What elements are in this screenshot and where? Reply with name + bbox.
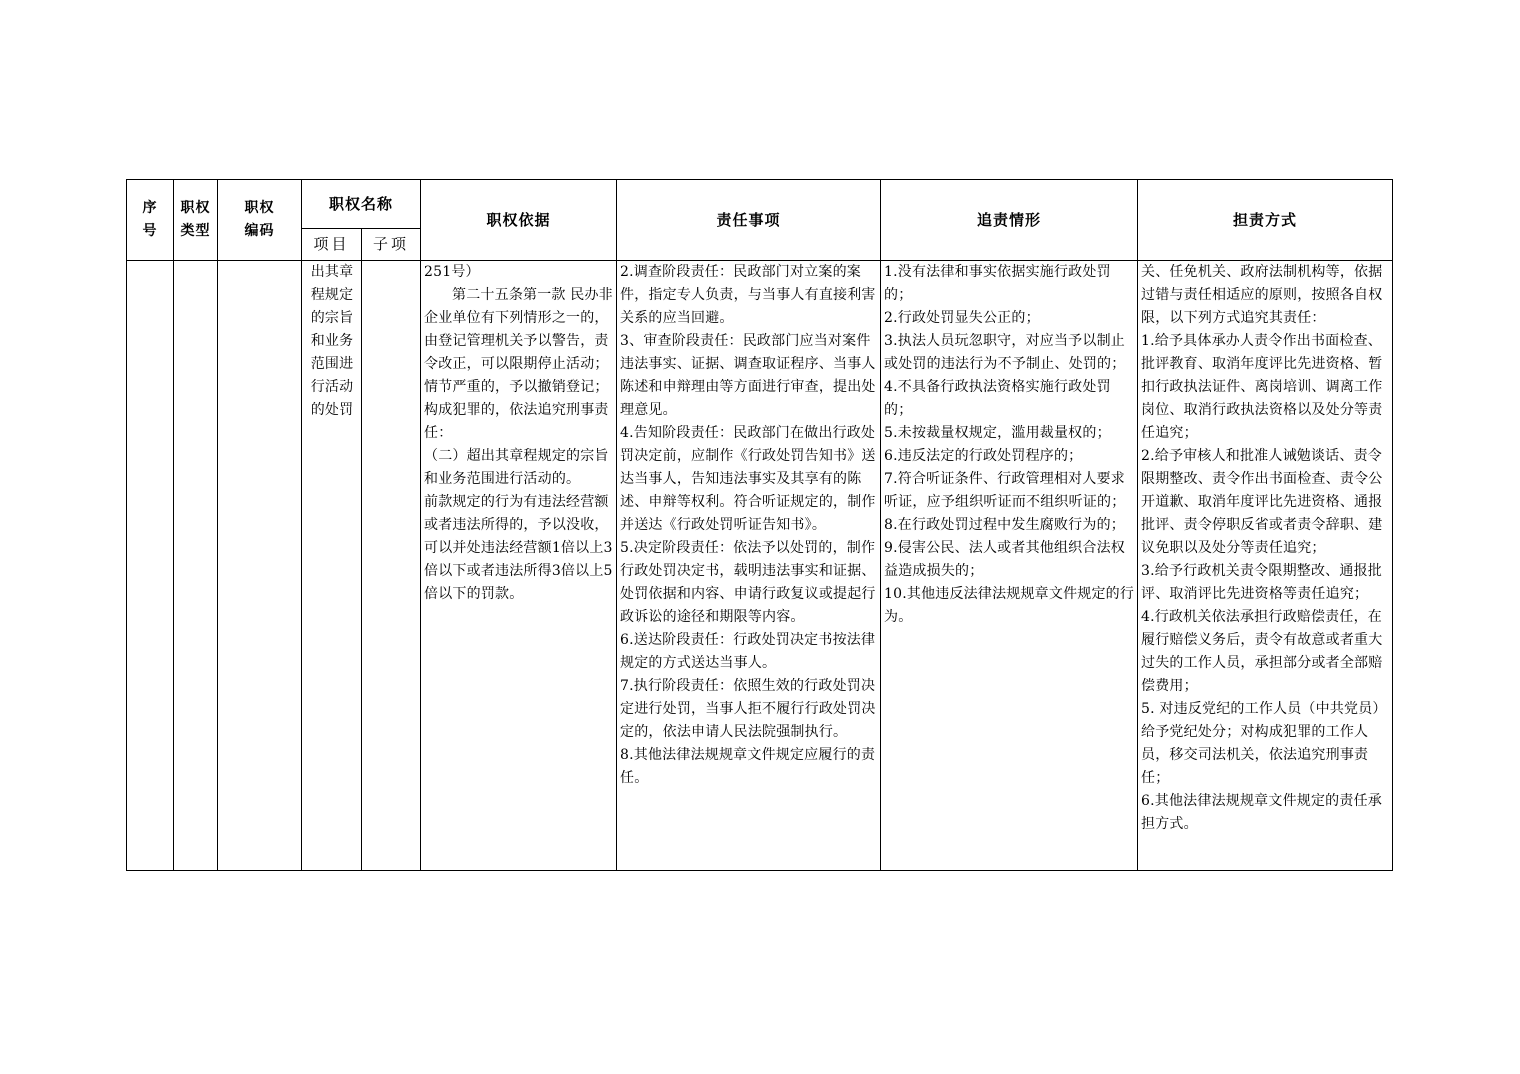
basis-para: 第二十五条第一款 民办非企业单位有下列情形之一的，由登记管理机关予以警告，责令改正，可以限期停止活动；情节严重的，予以撤销登记；构成犯罪的，依法追究刑事责任： bbox=[424, 287, 613, 441]
cell-subitem bbox=[362, 261, 421, 871]
header-responsibility: 责任事项 bbox=[617, 180, 881, 261]
header-name-group: 职权名称 bbox=[302, 180, 421, 229]
accountability-item: 10.其他违反法律法规规章文件规定的行为。 bbox=[884, 586, 1135, 625]
accountability-item: 5.未按裁量权规定，滥用裁量权的； bbox=[884, 425, 1111, 441]
cell-accountability bbox=[881, 261, 1138, 871]
responsibility-item: 7.执行阶段责任：依照生效的行政处罚决定进行处罚，当事人拒不履行行政处罚决定的，依法申请人民法院强制执行。 bbox=[620, 678, 876, 740]
header-row-top bbox=[127, 180, 1393, 229]
liability-item: 关、任免机关、政府法制机构等，依据过错与责任相适应的原则，按照各自权限，以下列方式追究其责任： bbox=[1141, 264, 1383, 326]
basis-para: （二）超出其章程规定的宗旨和业务范围进行活动的。 bbox=[424, 448, 609, 487]
liability-item: 2.给予审核人和批准人诫勉谈话、责令限期整改、责令作出书面检查、责令公开道歉、取消年度评比先进资格、通报批评、责令停职反省或者责令辞职、建议免职以及处分等责任追究； bbox=[1141, 448, 1383, 556]
liability-item: 3.给予行政机关责令限期整改、通报批评、取消评比先进资格等责任追究； bbox=[1141, 563, 1382, 602]
header-basis: 职权依据 bbox=[421, 180, 617, 261]
header-seq: 序 号 bbox=[127, 180, 174, 261]
liability-item: 4.行政机关依法承担行政赔偿责任，在履行赔偿义务后，责令有故意或者重大过失的工作人员，承担部分或者全部赔偿费用； bbox=[1141, 609, 1383, 694]
accountability-item: 2.行政处罚显失公正的； bbox=[884, 310, 1040, 326]
liability-item: 5. 对违反党纪的工作人员（中共党员）给予党纪处分；对构成犯罪的工作人员，移交司法机关，依法追究刑事责任； bbox=[1141, 701, 1387, 786]
responsibility-item: 6.送达阶段责任：行政处罚决定书按法律规定的方式送达当事人。 bbox=[620, 632, 876, 671]
header-code: 职权 编码 bbox=[218, 180, 302, 261]
accountability-item: 3.执法人员玩忽职守，对应当予以制止或处罚的违法行为不予制止、处罚的； bbox=[884, 333, 1126, 372]
accountability-item: 1.没有法律和事实依据实施行政处罚的； bbox=[884, 264, 1111, 303]
responsibility-item: 2.调查阶段责任：民政部门对立案的案件，指定专人负责，与当事人有直接利害关系的应当回避。 bbox=[620, 264, 876, 326]
liability-item: 1.给予具体承办人责令作出书面检查、批评教育、取消年度评比先进资格、暂扣行政执法证件、离岗培训、调离工作岗位、取消行政执法资格以及处分等责任追究； bbox=[1141, 333, 1383, 441]
responsibility-item: 3、审查阶段责任：民政部门应当对案件违法事实、证据、调查取证程序、当事人陈述和申辩理由等方面进行审查，提出处理意见。 bbox=[620, 333, 876, 418]
accountability-item: 8.在行政处罚过程中发生腐败行为的； bbox=[884, 517, 1125, 533]
basis-para: 251号） bbox=[424, 264, 480, 280]
cell-code bbox=[218, 261, 302, 871]
header-liability: 担责方式 bbox=[1138, 180, 1393, 261]
basis-para: 前款规定的行为有违法经营额或者违法所得的，予以没收，可以并处违法经营额1倍以上3倍以下或者违法所得3倍以上5倍以下的罚款。 bbox=[424, 494, 613, 602]
cell-type bbox=[174, 261, 218, 871]
accountability-item: 7.符合听证条件、行政管理相对人要求听证，应予组织听证而不组织听证的； bbox=[884, 471, 1126, 510]
accountability-item: 4.不具备行政执法资格实施行政处罚的； bbox=[884, 379, 1111, 418]
responsibility-item: 4.告知阶段责任：民政部门在做出行政处罚决定前，应制作《行政处罚告知书》送达当事人，告知违法事实及其享有的陈述、申辩等权利。符合听证规定的，制作并送达《行政处罚听证告知书》。 bbox=[620, 425, 876, 533]
accountability-item: 9.侵害公民、法人或者其他组织合法权益造成损失的； bbox=[884, 540, 1125, 579]
header-item: 项目 bbox=[302, 229, 362, 261]
responsibility-item: 5.决定阶段责任：依法予以处罚的，制作行政处罚决定书，载明违法事实和证据、处罚依据和内容、申请行政复议或提起行政诉讼的途径和期限等内容。 bbox=[620, 540, 876, 625]
cell-seq bbox=[127, 261, 174, 871]
accountability-item: 6.违反法定的行政处罚程序的； bbox=[884, 448, 1083, 464]
header-type: 职权 类型 bbox=[174, 180, 218, 261]
table-row bbox=[127, 261, 1393, 871]
responsibility-item: 8.其他法律法规规章文件规定应履行的责任。 bbox=[620, 747, 876, 786]
cell-responsibility bbox=[617, 261, 881, 871]
cell-liability bbox=[1138, 261, 1393, 871]
header-subitem: 子项 bbox=[362, 229, 421, 261]
header-accountability: 追责情形 bbox=[881, 180, 1138, 261]
cell-basis bbox=[421, 261, 617, 871]
cell-item: 出其章 程规定 的宗旨 和业务 范围进 行活动 的处罚 bbox=[302, 261, 362, 871]
power-list-table bbox=[126, 179, 1393, 871]
liability-item: 6.其他法律法规规章文件规定的责任承担方式。 bbox=[1141, 793, 1382, 832]
